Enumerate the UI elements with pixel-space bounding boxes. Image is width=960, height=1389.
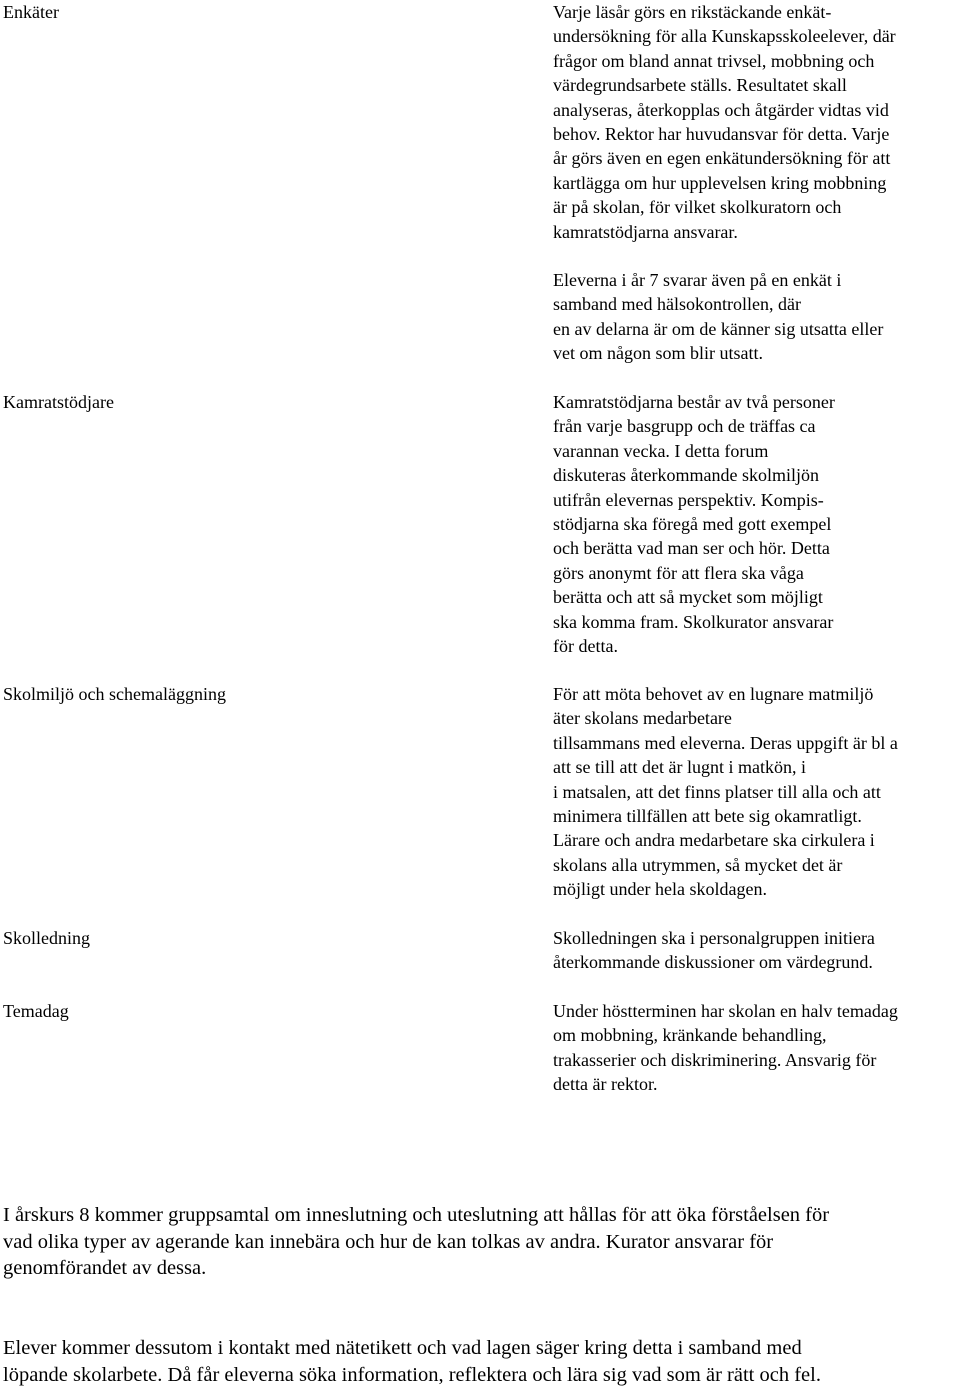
enkater-paragraph-1 [553, 0, 896, 244]
text-line: analyseras, återkopplas och åtgärder vidtas vid [553, 99, 889, 120]
text-line: Kamratstödjarna består av två personer [553, 392, 835, 412]
text-line: För att möta behovet av en lugnare matmiljö [553, 684, 874, 704]
text-line: görs anonymt för att flera ska våga [553, 562, 804, 583]
text-line: återkommande diskussioner om värdegrund. [553, 952, 873, 973]
text-line: ska komma fram. Skolkurator ansvarar [553, 611, 834, 632]
text-line: Elever kommer dessutom i kontakt med nätetikett och vad lagen säger kring detta i samband med [3, 1337, 802, 1359]
text-line: Skolledningen ska i personalgruppen initiera [553, 928, 875, 948]
text-line: kartlägga om hur upplevelsen kring mobbning [553, 172, 887, 193]
text-line: Varje läsår görs en rikstäckande enkät- [553, 2, 832, 22]
text-line: att se till att det är lugnt i matkön, i [553, 757, 806, 778]
temadag-paragraph [553, 999, 898, 1097]
text-line: detta är rektor. [553, 1074, 658, 1095]
text-line: vad olika typer av agerande kan innebära och hur de kan tolkas av andra. Kurator ansvarar för [3, 1230, 774, 1253]
text-line: vet om någon som blir utsatt. [553, 343, 763, 364]
section-label-temadag: Temadag [3, 1001, 69, 1021]
text-line: i matsalen, att det finns platser till alla och att [553, 781, 881, 802]
text-line: och berätta vad man ser och hör. Detta [553, 538, 830, 559]
text-line: samband med hälsokontrollen, där [553, 294, 801, 315]
text-line: år görs även en egen enkätundersökning för att [553, 148, 891, 169]
text-line: diskuteras återkommande skolmiljön [553, 465, 819, 486]
text-line: undersökning för alla Kunskapsskoleelever, där [553, 26, 896, 47]
text-line: kamratstödjarna ansvarar. [553, 221, 738, 242]
text-line: I årskurs 8 kommer gruppsamtal om inneslutning och uteslutning att hållas för att öka förståelsen för [3, 1204, 830, 1226]
enkater-paragraph-2 [553, 268, 883, 366]
text-line: berätta och att så mycket som möjligt [553, 587, 823, 608]
text-line: genomförandet av dessa. [3, 1257, 207, 1279]
arskurs-8-paragraph [3, 1202, 829, 1282]
text-line: äter skolans medarbetare [553, 708, 732, 729]
text-line: om mobbning, kränkande behandling, [553, 1025, 827, 1046]
text-line: skolans alla utrymmen, så mycket det är [553, 854, 843, 875]
text-line: löpande skolarbete. Då får eleverna söka information, reflektera och lära sig vad som är rätt och fel. [3, 1363, 821, 1386]
text-line: är på skolan, för vilket skolkuratorn och [553, 197, 842, 218]
text-line: trakasserier och diskriminering. Ansvarig för [553, 1049, 877, 1070]
text-line: Lärare och andra medarbetare ska cirkulera i [553, 830, 875, 851]
text-line: utifrån elevernas perspektiv. Kompis- [553, 489, 824, 510]
natetikett-paragraph [3, 1335, 821, 1388]
text-line: för detta. [553, 636, 618, 657]
text-line: varannan vecka. I detta forum [553, 440, 769, 461]
text-line: behov. Rektor har huvudansvar för detta. Varje [553, 124, 890, 145]
text-line: möjligt under hela skoldagen. [553, 879, 767, 900]
kamratstodjare-paragraph [553, 390, 835, 658]
text-line: värdegrundsarbete ställs. Resultatet skall [553, 75, 847, 96]
section-label-skolledning: Skolledning [3, 928, 91, 948]
skolledning-paragraph [553, 926, 875, 975]
text-line: en av delarna är om de känner sig utsatta eller [553, 318, 884, 339]
text-line: tillsammans med eleverna. Deras uppgift är bl a [553, 732, 898, 753]
skolmiljo-paragraph [553, 682, 898, 902]
section-label-kamratstodjare: Kamratstödjare [3, 392, 114, 412]
text-line: Eleverna i år 7 svarar även på en enkät i [553, 270, 842, 290]
section-label-enkater: Enkäter [3, 2, 59, 22]
text-line: minimera tillfällen att bete sig okamratligt. [553, 806, 862, 827]
text-line: frågor om bland annat trivsel, mobbning och [553, 50, 875, 71]
text-line: från varje basgrupp och de träffas ca [553, 416, 816, 437]
section-label-skolmiljo: Skolmiljö och schemaläggning [3, 684, 226, 704]
text-line: Under höstterminen har skolan en halv temadag [553, 1001, 898, 1021]
text-line: stödjarna ska föregå med gott exempel [553, 514, 832, 535]
